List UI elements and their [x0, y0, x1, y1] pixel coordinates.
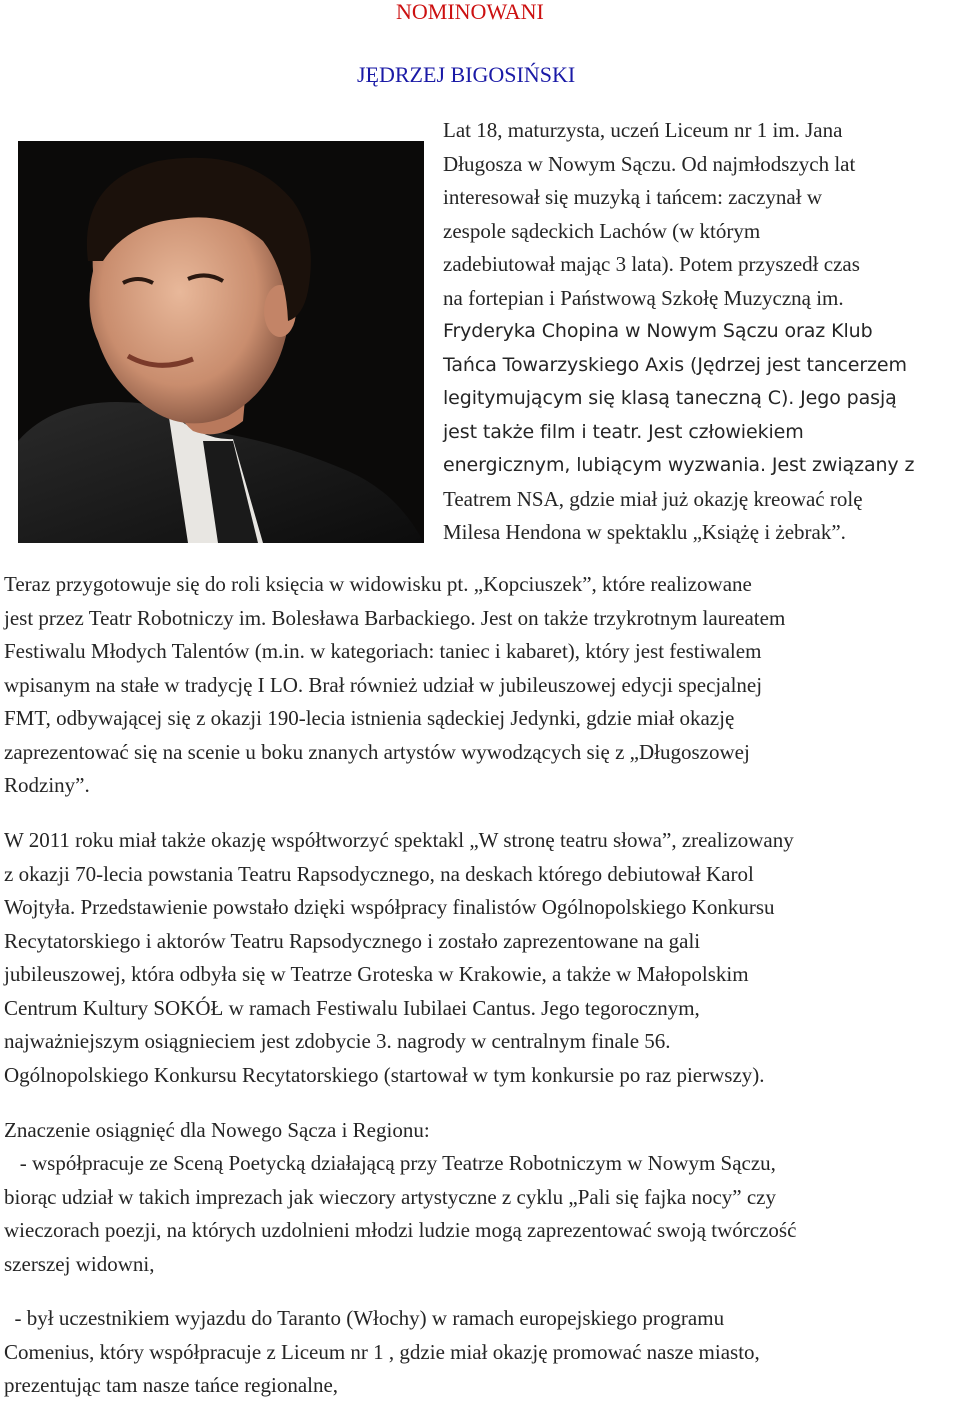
paragraph-2011-line: Ogólnopolskiego Konkursu Recytatorskiego (startował w tym konkursie po raz pierwszy).: [4, 1062, 765, 1087]
significance-title-text: Znaczenie osiągnięć dla Nowego Sącza i Regionu:: [4, 1118, 430, 1142]
continuation-line: jest przez Teatr Robotniczy im. Bolesława Barbackiego. Jest on także trzykrotnym laureatem: [4, 605, 786, 630]
continuation-line: wpisanym na stałe w tradycję I LO. Brał również udział w jubileuszowej edycji specjalnej: [4, 672, 763, 697]
paragraph-2011-line: Recytatorskiego i aktorów Teatru Rapsodycznego i zostało zaprezentowane na gali: [4, 928, 701, 953]
continuation-line: Teraz przygotowuje się do roli księcia w widowisku pt. „Kopciuszek”, które realizowane: [4, 572, 752, 596]
intro-line: na fortepian i Państwową Szkołę Muzyczną im.: [443, 285, 844, 310]
paragraph-2011: [4, 824, 960, 1092]
paragraph-2011-line: z okazji 70-lecia powstania Teatru Rapsodycznego, na deskach którego debiutował Karol: [4, 861, 754, 886]
intro-line: energicznym, lubiącym wyzwania. Jest związany z: [443, 454, 915, 476]
significance-bullet-2: [4, 1302, 960, 1403]
portrait-icon: [18, 141, 424, 543]
paragraph-2011-line: Wojtyła. Przedstawienie powstało dzięki współpracy finalistów Ogólnopolskiego Konkursu: [4, 895, 775, 919]
bullet-line: - współpracuje ze Sceną Poetycką działającą przy Teatrze Robotniczym w Nowym Sączu,: [4, 1151, 776, 1175]
bullet-line: - był uczestnikiem wyjazdu do Taranto (Włochy) w ramach europejskiego programu: [4, 1306, 725, 1330]
continuation-line: zaprezentować się na scenie u boku znanych artystów wywodzących się z „Długoszowej: [4, 739, 750, 764]
nominee-name: JĘDRZEJ BIGOSIŃSKI: [357, 62, 576, 87]
continuation-line: Festiwalu Młodych Talentów (m.in. w kategoriach: taniec i kabaret), który jest festiwalem: [4, 639, 762, 663]
intro-line: interesował się muzyką i tańcem: zaczynał w: [443, 185, 823, 209]
continuation-line: Rodziny”.: [4, 773, 90, 797]
intro-line: Długosza w Nowym Sączu. Od najmłodszych lat: [443, 151, 856, 176]
paragraph-2011-line: najważniejszym osiągnieciem jest zdobycie 3. nagrody w centralnym finale 56.: [4, 1029, 671, 1053]
portrait-photo: [18, 141, 424, 543]
bullet-line: szerszej widowni,: [4, 1251, 155, 1276]
intro-line: Lat 18, maturzysta, uczeń Liceum nr 1 im. Jana: [443, 118, 843, 142]
bullet-line: Comenius, który współpracuje z Liceum nr 1 , gdzie miał okazję promować nasze miasto,: [4, 1339, 760, 1364]
intro-line: zespole sądeckich Lachów (w którym: [443, 218, 761, 243]
intro-line: zadebiutował mając 3 lata). Potem przyszedł czas: [443, 252, 860, 276]
intro-line: Milesa Hendona w spektaklu „Książę i żebrak”.: [443, 520, 846, 544]
intro-paragraph: [443, 114, 960, 550]
significance-bullet-1: [4, 1147, 960, 1281]
paragraph-2011-line: jubileuszowej, która odbyła się w Teatrze Groteska w Krakowie, a także w Małopolskim: [4, 962, 749, 986]
continuation-paragraph: [4, 568, 960, 803]
paragraph-2011-line: W 2011 roku miał także okazję współtworzyć spektakl „W stronę teatru słowa”, zrealizowany: [4, 828, 794, 852]
section-title: NOMINOWANI: [396, 0, 544, 24]
significance-title: [4, 1114, 960, 1148]
intro-line: Tańca Towarzyskiego Axis (Jędrzej jest tancerzem: [443, 353, 907, 376]
intro-line: Teatrem NSA, gdzie miał już okazję kreować rolę: [443, 486, 863, 511]
paragraph-2011-line: Centrum Kultury SOKÓŁ w ramach Festiwalu Iubilaei Cantus. Jego tegorocznym,: [4, 995, 700, 1020]
intro-line: legitymującym się klasą taneczną C). Jego pasją: [443, 387, 897, 409]
intro-line: jest także film i teatr. Jest człowiekiem: [443, 420, 804, 443]
intro-line: Fryderyka Chopina w Nowym Sączu oraz Klub: [443, 320, 873, 342]
bullet-line: biorąc udział w takich imprezach jak wieczory artystyczne z cyklu „Pali się fajka nocy” czy: [4, 1184, 776, 1209]
continuation-line: FMT, odbywającej się z okazji 190-lecia istnienia sądeckiej Jedynki, gdzie miał okazję: [4, 706, 735, 730]
bullet-line: prezentując tam nasze tańce regionalne,: [4, 1373, 339, 1397]
bullet-line: wieczorach poezji, na których uzdolnieni młodzi ludzie mogą zaprezentować swoją twórczość: [4, 1218, 797, 1242]
